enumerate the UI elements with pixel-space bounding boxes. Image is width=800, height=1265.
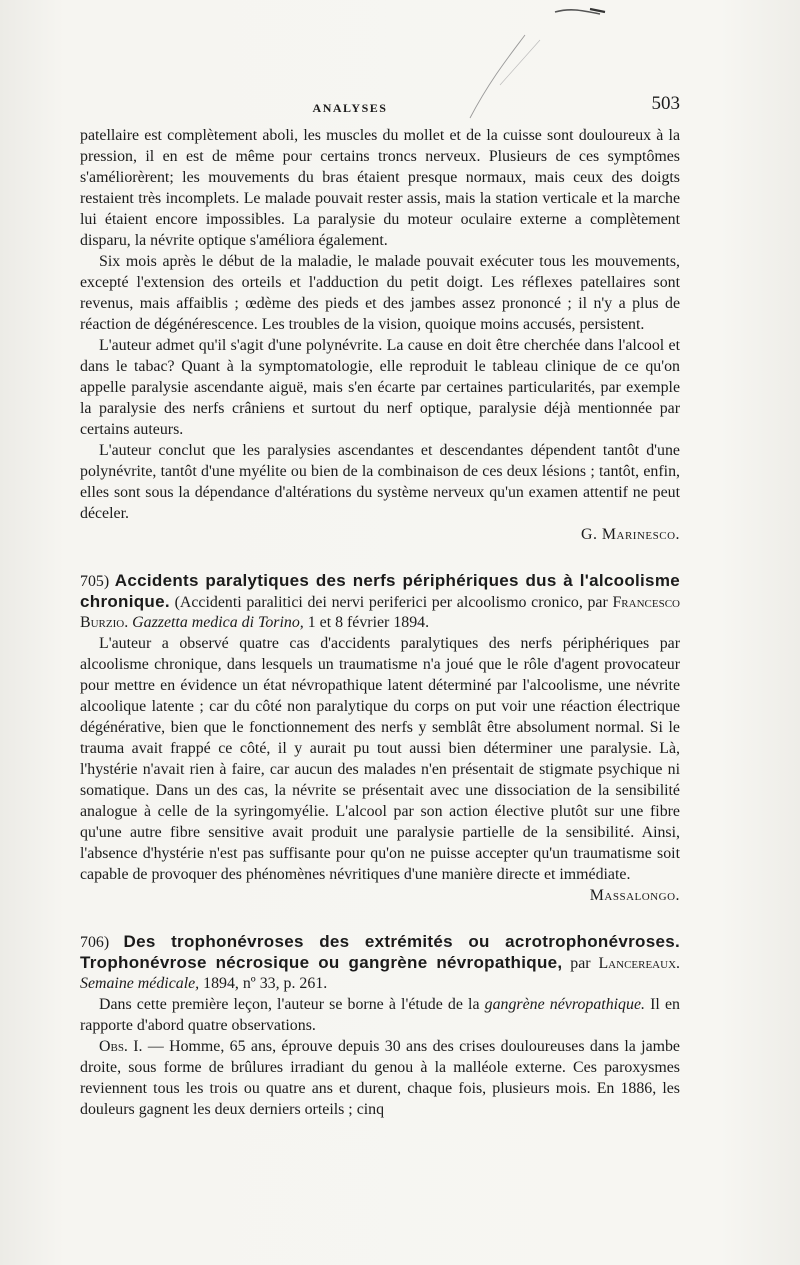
article-heading <box>80 571 680 633</box>
signature: G. Marinesco. <box>580 526 680 543</box>
paragraph: L'auteur conclut que les paralysies ascendantes et descendantes dépendent tantôt d'une polynévrite, tantôt d'une myélite ou bien de la combinaison de ces deux lésions ; tantôt, enfin, elles sont sous la dépendance d'altérations du système nerveux qu'un examen attentif ne peut déceler. <box>80 442 680 522</box>
signature: Massalongo. <box>589 887 680 904</box>
paragraph: patellaire est complètement aboli, les muscles du mollet et de la cuisse sont douloureux à la pression, il en est de même pour certains troncs nerveux. Plusieurs de ces symptômes s'améliorèrent; les mouvements du bras étaient presque normaux, mais ceux des doigts restaient très incomplets. Le malade pouvait rester assis, mais la station verticale et la marche lui étaient encore impossibles. La paralysie du moteur oculaire externe a complètement disparu, la névrite optique s'améliora également. <box>80 127 680 249</box>
article-number: 706) <box>80 934 110 951</box>
article-number: 705) <box>80 573 110 590</box>
article-title: Des trophonévroses des extrémités ou acrotrophonévroses. Trophonévrose nécrosique ou gangrène névropathique, <box>80 932 680 972</box>
italic-term: gangrène névropathique. <box>484 996 645 1013</box>
paragraph <box>80 994 680 1036</box>
reference-text: par <box>570 955 591 972</box>
paragraph: Six mois après le début de la maladie, le malade pouvait exécuter tous les mouvements, excepté l'extension des orteils et l'adduction du petit doigt. Les réflexes patellaires sont revenus, mais affaiblis ; œdème des pieds et des jambes assez prononcé ; il n'y a plus de réaction de dégénérescence. Les troubles de la vision, quoique moins accusés, persistent. <box>80 253 680 333</box>
paragraph: L'auteur a observé quatre cas d'accidents paralytiques des nerfs périphériques par alcoolisme chronique, dans lesquels un traumatisme n'a joué que le rôle d'agent provocateur pour mettre en évidence un état névropathique latent déterminé par l'alcoolisme, une névrite alcoolique latente ; car du côté non paralytique du corps on put voir une réaction électrique dégénérative, bien que le fonctionnement des nerfs y semblât être absolument normal. Si le trauma avait frappé ce côté, il y aurait pu tout aussi bien déterminer une paralysie. Là, l'hystérie n'avait rien à faire, car aucun des malades n'en présentait de stigmate psychique ni somatique. Dans un des cas, la névrite se présentait avec une dissociation de la sensibilité analogue à celle de la syringomyélie. L'alcool par son action élective plutôt sur une fibre qu'une autre fibre sensitive avait produit une paralysie partielle de la sensibilité. Ainsi, l'absence d'hystérie n'est pas suffisante pour qu'on ne puisse accepter qu'un traumatisme soit capable de provoquer des phénomènes névritiques d'une manière directe et immédiate. <box>80 635 680 883</box>
previous-article-continuation <box>80 125 680 545</box>
paragraph-text: Dans cette première leçon, l'auteur se borne à l'étude de la <box>99 996 480 1013</box>
running-title: ANALYSES <box>312 101 388 115</box>
journal-name: Semaine médicale, <box>80 975 200 992</box>
author-name: Lancereaux. <box>598 955 680 972</box>
article-title: Accidents paralytiques des nerfs périphériques dus à l'alcoolisme chronique. <box>80 571 680 611</box>
observation-label: Obs. I. <box>99 1038 143 1055</box>
author-name: Francesco Burzio. <box>80 594 680 631</box>
paragraph: L'auteur admet qu'il s'agit d'une polynévrite. La cause en doit être cherchée dans l'alcool et dans le tabac? Quant à la symptomatologie, elle reproduit le tableau clinique de ce qu'on appelle paralysie ascendante aiguë, mais s'en écarte par certaines particularités, par exemple la paralysie des nerfs crâniens et surtout du nerf optique, paralysie déjà mentionnée par certains auteurs. <box>80 337 680 438</box>
running-head <box>80 93 680 117</box>
article-heading <box>80 932 680 994</box>
article-705 <box>80 571 680 906</box>
paragraph-text: Il en rapporte d'abord quatre observations. <box>80 996 680 1034</box>
reference-text: (Accidenti paralitici dei nervi periferici per alcoolismo cronico, par <box>174 594 608 611</box>
paragraph <box>80 1036 680 1120</box>
signature-line <box>80 885 680 906</box>
reference-date: 1 et 8 février 1894. <box>307 614 430 631</box>
reference-date: 1894, nº 33, p. 261. <box>203 975 328 992</box>
page-body <box>80 125 680 1120</box>
article-706 <box>80 932 680 1120</box>
page-number: 503 <box>651 93 680 114</box>
journal-name: Gazzetta medica di Torino, <box>132 614 304 631</box>
paragraph-text: — Homme, 65 ans, éprouve depuis 30 ans des crises douloureuses dans la jambe droite, sous forme de brûlures irradiant du genou à la malléole externe. Ces paroxysmes reviennent tous les trois ou quatre ans et durent, chaque fois, plusieurs mois. En 1886, les douleurs gagnent les deux derniers orteils ; cinq <box>80 1038 680 1118</box>
signature-line <box>80 524 680 545</box>
